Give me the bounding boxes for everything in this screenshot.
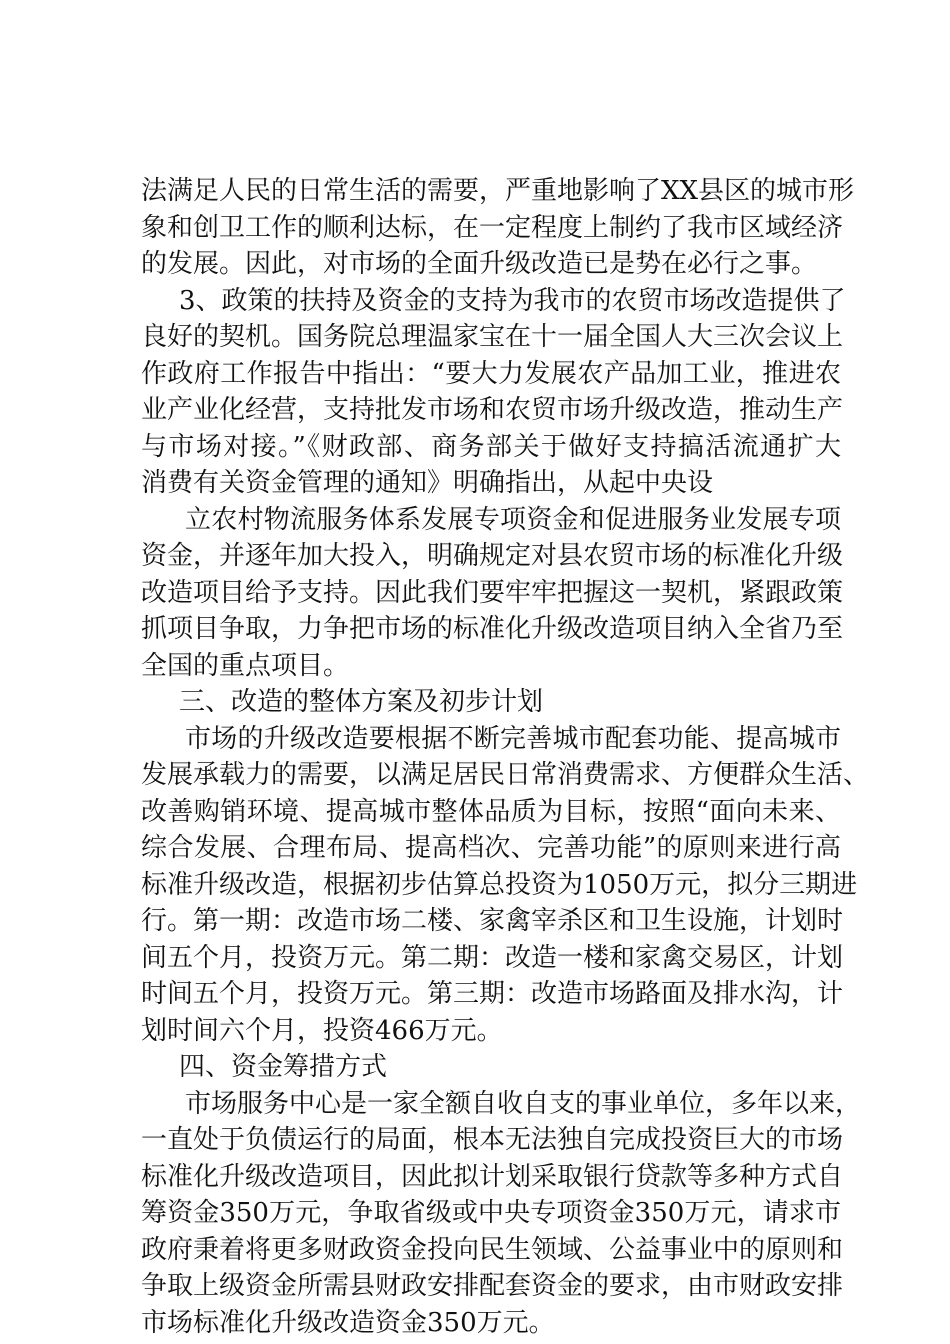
text-line: 综合发展、合理布局、提高档次、完善功能”的原则来进行高 <box>141 833 841 863</box>
text-line: 法满足人民的日常生活的需要，严重地影响了XX县区的城市形 <box>141 176 855 206</box>
text-line: 资金，并逐年加大投入，明确规定对县农贸市场的标准化升级 <box>141 541 844 571</box>
text-line: 发展承载力的需要，以满足居民日常消费需求、方便群众生活、 <box>141 760 870 790</box>
text-line: 划时间六个月，投资466万元。 <box>141 1015 503 1046</box>
text-line: 消费有关资金管理的通知》明确指出，从起中央设 <box>141 468 714 498</box>
text-line: 与市场对接。”《财政部、商务部关于做好支持搞活流通扩大 <box>141 431 841 462</box>
text-line: 的发展。因此，对市场的全面升级改造已是势在必行之事。 <box>141 249 818 279</box>
text-line: 筹资金350万元，争取省级或中央专项资金350万元，请求市 <box>141 1198 841 1228</box>
text-line: 市场的升级改造要根据不断完善城市配套功能、提高城市 <box>185 723 841 754</box>
text-line: 一直处于负债运行的局面，根本无法独自完成投资巨大的市场 <box>141 1125 844 1155</box>
text-line: 象和创卫工作的顺利达标，在一定程度上制约了我市区域经济 <box>141 212 844 243</box>
text-line: 全国的重点项目。 <box>141 650 350 681</box>
text-line: 市场服务中心是一家全额自收自支的事业单位，多年以来， <box>185 1088 862 1119</box>
text-line: 四、资金筹措方式 <box>179 1052 388 1082</box>
text-line: 3、政策的扶持及资金的支持为我市的农贸市场改造提供了 <box>179 285 846 316</box>
text-line: 时间五个月，投资万元。第三期：改造市场路面及排水沟，计 <box>141 979 844 1009</box>
text-line: 改善购销环境、提高城市整体品质为目标，按照“面向未来、 <box>141 796 841 827</box>
text-line: 标准化升级改造项目，因此拟计划采取银行贷款等多种方式自 <box>141 1161 844 1192</box>
text-line: 市场标准化升级改造资金350万元。 <box>141 1307 555 1338</box>
text-line: 抓项目争取，力争把市场的标准化升级改造项目纳入全省乃至 <box>141 614 844 644</box>
text-line: 标准升级改造，根据初步估算总投资为1050万元，拟分三期进 <box>141 869 858 900</box>
text-line: 间五个月，投资万元。第二期：改造一楼和家禽交易区，计划 <box>141 942 844 973</box>
text-line: 立农村物流服务体系发展专项资金和促进服务业发展专项 <box>185 504 841 535</box>
text-line: 行。第一期：改造市场二楼、家禽宰杀区和卫生设施，计划时 <box>141 906 844 936</box>
text-line: 作政府工作报告中指出：“要大力发展农产品加工业，推进农 <box>141 358 841 389</box>
text-line: 业产业化经营，支持批发市场和农贸市场升级改造，推动生产 <box>141 395 844 425</box>
text-line: 三、改造的整体方案及初步计划 <box>179 687 544 717</box>
document-body <box>141 173 870 1341</box>
text-line: 政府秉着将更多财政资金投向民生领域、公益事业中的原则和 <box>141 1234 844 1265</box>
text-line: 改造项目给予支持。因此我们要牢牢把握这一契机，紧跟政策 <box>141 577 844 608</box>
text-line: 争取上级资金所需县财政安排配套资金的要求，由市财政安排 <box>141 1271 844 1301</box>
text-line: 良好的契机。国务院总理温家宝在十一届全国人大三次会议上 <box>141 322 844 352</box>
